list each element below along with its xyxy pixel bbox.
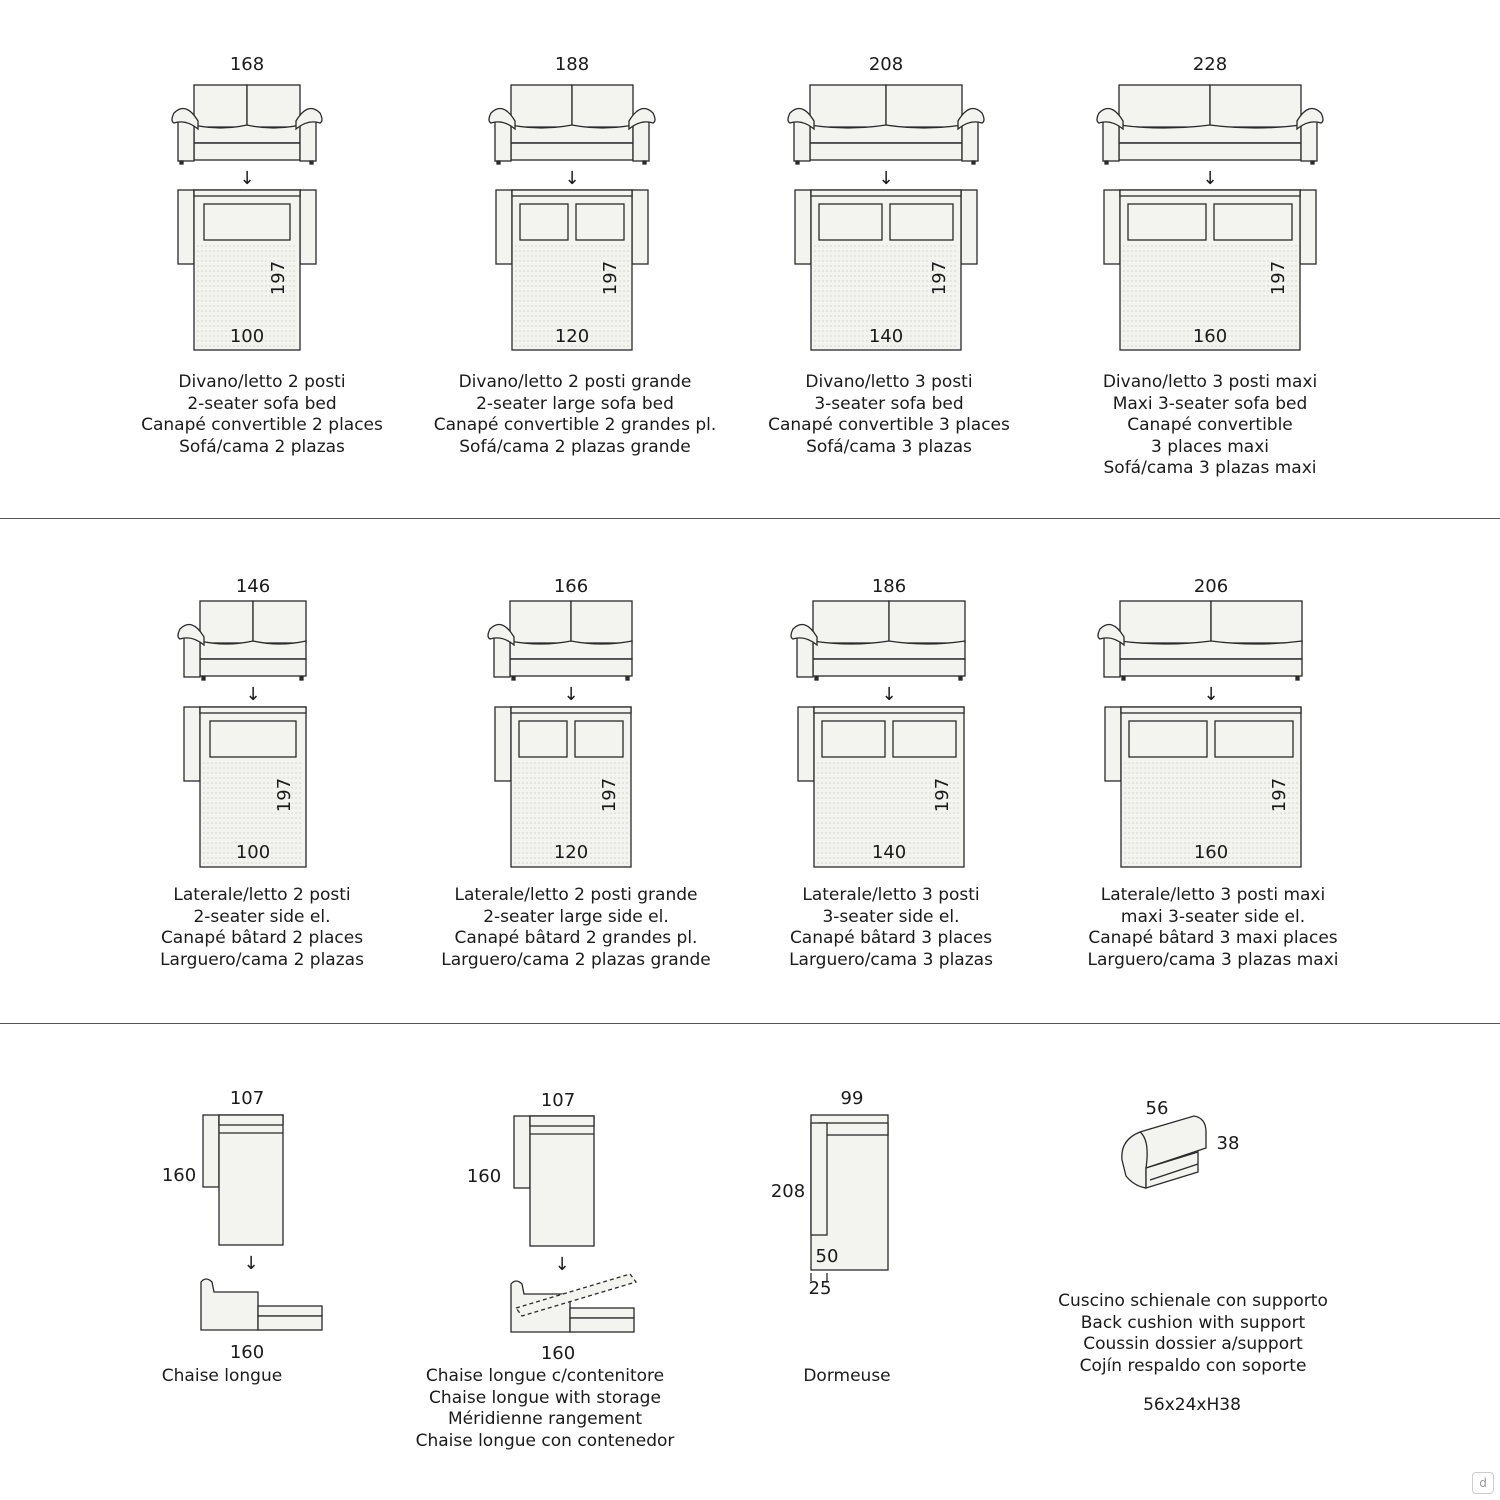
width-dimension: 208 xyxy=(868,54,904,75)
chaise-plan xyxy=(530,1116,594,1246)
plan-arm xyxy=(496,190,512,264)
chaise-longue-item xyxy=(162,1088,322,1363)
plan-arm xyxy=(178,190,194,264)
pillow xyxy=(819,204,882,240)
plan-arm xyxy=(961,190,977,264)
plan-arm xyxy=(1104,190,1120,264)
section-divider xyxy=(0,518,1500,519)
arrow-down-icon: ↓ xyxy=(554,1254,570,1275)
label-line: Divano/letto 3 posti xyxy=(805,372,973,392)
plan-arm xyxy=(184,707,200,781)
label-line: Chaise longue with storage xyxy=(429,1387,661,1408)
label-line: Divano/letto 2 posti xyxy=(178,372,346,392)
label-line: Canapé bâtard 3 maxi places xyxy=(1088,928,1338,948)
label-line: Divano/letto 2 posti grande xyxy=(458,372,692,392)
back-cushion xyxy=(1119,85,1210,127)
side-bed-label xyxy=(1013,885,1413,971)
side-bed-item-2 xyxy=(488,576,632,867)
label-line: 3-seater sofa bed xyxy=(814,393,964,414)
bed-length-dimension: 197 xyxy=(600,260,621,296)
seat-cushion xyxy=(200,641,306,659)
seat-cushion xyxy=(194,125,300,143)
side-depth-dimension: 160 xyxy=(229,1342,265,1363)
chaise-side-seat xyxy=(570,1308,634,1318)
back-cushion xyxy=(571,601,632,643)
bed-head-frame xyxy=(1121,707,1301,713)
back-cushion xyxy=(889,601,965,643)
arm-width-dimension: 25 xyxy=(808,1278,832,1299)
sofa-foot xyxy=(796,161,799,164)
pillow xyxy=(204,204,290,240)
pillow xyxy=(520,204,568,240)
bed-width-dimension: 160 xyxy=(1193,842,1229,863)
plan-arm xyxy=(514,1116,530,1188)
bed-length-dimension: 197 xyxy=(274,777,295,813)
sofa-foot xyxy=(643,161,646,164)
back-cushion xyxy=(1210,85,1301,127)
chaise-side-base xyxy=(570,1318,634,1332)
plan-arm xyxy=(300,190,316,264)
label-line: Divano/letto 3 posti maxi xyxy=(1102,372,1318,392)
sofa-base xyxy=(813,659,965,676)
plan-arm xyxy=(495,707,511,781)
width-dimension: 188 xyxy=(554,54,590,75)
inner-width-dimension: 50 xyxy=(815,1246,839,1267)
label-line: Laterale/letto 3 posti xyxy=(802,885,980,905)
label-line: Sofá/cama 3 plazas maxi xyxy=(1103,458,1317,478)
plan-arm xyxy=(1105,707,1121,781)
section-divider xyxy=(0,1023,1500,1024)
sofa-front-view xyxy=(791,601,965,680)
sofa-foot xyxy=(815,677,818,680)
sofa-bed-item-2 xyxy=(489,54,655,350)
seat-cushion xyxy=(510,641,632,659)
bed-head-frame xyxy=(811,190,961,196)
bed-width-dimension: 100 xyxy=(235,842,271,863)
sofa-base xyxy=(510,659,632,676)
label-line: Maxi 3-seater sofa bed xyxy=(1112,393,1308,414)
bed-head-frame xyxy=(194,190,300,196)
back-cushion xyxy=(511,85,572,127)
arrow-down-icon: ↓ xyxy=(239,168,255,189)
chaise-side-body xyxy=(201,1279,258,1330)
back-cushion xyxy=(247,85,300,127)
label-line: Back cushion with support xyxy=(1080,1312,1306,1333)
length-dimension: 208 xyxy=(770,1181,806,1202)
chaise-back xyxy=(530,1116,594,1126)
label-line: Chaise longue con contenedor xyxy=(415,1430,675,1451)
label-line: 2-seater large side el. xyxy=(483,906,669,927)
width-dimension: 99 xyxy=(840,1088,864,1109)
arrow-down-icon: ↓ xyxy=(878,168,894,189)
seat-cushion xyxy=(813,641,965,659)
bed-width-dimension: 100 xyxy=(229,326,265,347)
width-dimension: 166 xyxy=(553,576,589,597)
sofa-bed-item-3 xyxy=(788,54,984,350)
chaise-storage-item xyxy=(467,1090,636,1364)
sofa-bed-label xyxy=(1010,372,1410,480)
width-dimension: 107 xyxy=(540,1090,576,1111)
sofa-front-view xyxy=(788,85,984,164)
label-line: Sofá/cama 2 plazas xyxy=(179,436,345,457)
label-line: Canapé bâtard 3 places xyxy=(789,928,993,948)
sofa-base xyxy=(810,143,962,160)
cushion-item xyxy=(1122,1098,1240,1188)
arrow-down-icon: ↓ xyxy=(1203,684,1219,705)
label-line: 2-seater side el. xyxy=(193,906,331,927)
label-line: Larguero/cama 3 plazas xyxy=(789,949,993,970)
sofa-front-view xyxy=(489,85,655,164)
label-line: Canapé convertible 2 grandes pl. xyxy=(433,415,717,435)
side-bed-item-4 xyxy=(1098,576,1302,867)
label-line: Cojín respaldo con soporte xyxy=(1079,1355,1307,1376)
label-line: Sofá/cama 3 plazas xyxy=(806,436,972,457)
label-line: Canapé convertible 3 places xyxy=(768,415,1010,435)
label-line: 3-seater side el. xyxy=(822,906,960,927)
sofa-base xyxy=(1119,143,1301,160)
label-line: Canapé convertible xyxy=(1127,415,1293,435)
label-line: Coussin dossier a/support xyxy=(1083,1334,1303,1354)
chaise-back xyxy=(219,1115,283,1125)
bed-width-dimension: 120 xyxy=(554,326,590,347)
back-cushion xyxy=(194,85,247,127)
label-line: Laterale/letto 2 posti grande xyxy=(454,885,698,905)
bed-head-frame xyxy=(512,190,632,196)
bed-width-dimension: 120 xyxy=(553,842,589,863)
back-cushion xyxy=(813,601,889,643)
plan-arm xyxy=(798,707,814,781)
pillow xyxy=(1215,721,1293,757)
depth-dimension: 160 xyxy=(161,1165,197,1186)
bed-length-dimension: 197 xyxy=(1268,260,1289,296)
chaise-plan xyxy=(219,1115,283,1245)
sofa-foot xyxy=(300,677,303,680)
back-cushion xyxy=(253,601,306,643)
back-cushion xyxy=(510,601,571,643)
bed-head-frame xyxy=(1120,190,1300,196)
plan-arm xyxy=(632,190,648,264)
arrow-down-icon: ↓ xyxy=(1202,168,1218,189)
cushion-label xyxy=(993,1291,1393,1377)
sofa-foot xyxy=(1105,161,1108,164)
sofa-front-view xyxy=(172,85,322,164)
pillow xyxy=(1214,204,1292,240)
dormeuse-label xyxy=(647,1366,1047,1388)
arrow-down-icon: ↓ xyxy=(243,1253,259,1274)
bed-head-frame xyxy=(814,707,964,713)
width-dimension: 228 xyxy=(1192,54,1228,75)
sofa-foot xyxy=(1122,677,1125,680)
sofa-front-view xyxy=(488,601,632,680)
depth-dimension: 160 xyxy=(466,1166,502,1187)
sofa-foot xyxy=(959,677,962,680)
seat-cushion xyxy=(511,125,633,143)
width-dimension: 107 xyxy=(229,1088,265,1109)
corner-logo-icon: d xyxy=(1472,1472,1494,1494)
pillow xyxy=(519,721,567,757)
label-line: Larguero/cama 3 plazas maxi xyxy=(1087,949,1339,970)
sofa-foot xyxy=(497,161,500,164)
label-line: 2-seater sofa bed xyxy=(187,393,337,414)
plan-arm xyxy=(203,1115,219,1187)
sofa-foot xyxy=(310,161,313,164)
label-line: Chaise longue xyxy=(161,1366,283,1386)
label-line: 2-seater large sofa bed xyxy=(476,393,674,414)
dormeuse-arm xyxy=(811,1123,827,1235)
sofa-foot xyxy=(180,161,183,164)
pillow xyxy=(1129,721,1207,757)
plan-arm xyxy=(795,190,811,264)
label-line: Larguero/cama 2 plazas xyxy=(160,949,364,970)
back-cushion xyxy=(572,85,633,127)
bed-head-frame xyxy=(200,707,306,713)
side-depth-dimension: 160 xyxy=(540,1343,576,1364)
label-line: Laterale/letto 3 posti maxi xyxy=(1100,885,1326,905)
label-line: Canapé bâtard 2 places xyxy=(160,928,364,948)
bed-head-frame xyxy=(511,707,631,713)
arrow-down-icon: ↓ xyxy=(564,168,580,189)
plan-arm xyxy=(1300,190,1316,264)
pillow xyxy=(210,721,296,757)
dormeuse-back xyxy=(819,1123,888,1135)
pillow xyxy=(576,204,624,240)
height-dimension: 38 xyxy=(1216,1133,1240,1154)
sofa-front-view xyxy=(1098,601,1302,680)
back-cushion xyxy=(200,601,253,643)
pillow xyxy=(890,204,953,240)
label-line: maxi 3-seater side el. xyxy=(1120,906,1306,927)
pillow xyxy=(822,721,885,757)
sofa-foot xyxy=(1296,677,1299,680)
sofa-foot xyxy=(202,677,205,680)
bed-length-dimension: 197 xyxy=(268,260,289,296)
bed-width-dimension: 140 xyxy=(868,326,904,347)
width-dimension: 186 xyxy=(871,576,907,597)
sofa-foot xyxy=(972,161,975,164)
pillow xyxy=(575,721,623,757)
chaise-side-base xyxy=(258,1316,322,1330)
sofa-foot xyxy=(512,677,515,680)
sofa-bed-item-4 xyxy=(1097,54,1323,350)
label-line: Canapé bâtard 2 grandes pl. xyxy=(454,928,698,948)
label-line: Canapé convertible 2 places xyxy=(141,415,383,435)
sofa-base xyxy=(1120,659,1302,676)
back-cushion xyxy=(810,85,886,127)
bed-length-dimension: 197 xyxy=(929,260,950,296)
width-dimension: 168 xyxy=(229,54,265,75)
bed-width-dimension: 160 xyxy=(1192,326,1228,347)
sofa-base xyxy=(200,659,306,676)
bed-length-dimension: 197 xyxy=(932,777,953,813)
width-dimension: 56 xyxy=(1145,1098,1169,1119)
back-cushion xyxy=(1211,601,1302,643)
label-line: Cuscino schienale con supporto xyxy=(1058,1291,1328,1311)
sofa-front-view xyxy=(178,601,306,680)
bed-width-dimension: 140 xyxy=(871,842,907,863)
arrow-down-icon: ↓ xyxy=(881,684,897,705)
chaise-side-seat xyxy=(258,1306,322,1316)
sofa-base xyxy=(194,143,300,160)
back-cushion xyxy=(886,85,962,127)
arrow-down-icon: ↓ xyxy=(245,684,261,705)
bed-length-dimension: 197 xyxy=(599,777,620,813)
label-line: Méridienne rangement xyxy=(447,1409,643,1429)
side-bed-item-3 xyxy=(791,576,965,867)
dormeuse-item xyxy=(771,1088,888,1299)
pillow xyxy=(1128,204,1206,240)
label-line: Larguero/cama 2 plazas grande xyxy=(441,949,711,970)
label-line: Laterale/letto 2 posti xyxy=(173,885,351,905)
cushion-size: 56x24xH38 xyxy=(1143,1395,1241,1415)
back-cushion xyxy=(1120,601,1211,643)
sofa-front-view xyxy=(1097,85,1323,164)
bed-length-dimension: 197 xyxy=(1269,777,1290,813)
seat-cushion xyxy=(810,125,962,143)
seat-cushion xyxy=(1119,125,1301,143)
arrow-down-icon: ↓ xyxy=(563,684,579,705)
sofa-foot xyxy=(1311,161,1314,164)
label-line: Dormeuse xyxy=(803,1366,891,1386)
width-dimension: 146 xyxy=(235,576,271,597)
label-line: Sofá/cama 2 plazas grande xyxy=(459,436,691,457)
sofa-foot xyxy=(626,677,629,680)
label-line: Chaise longue c/contenitore xyxy=(425,1366,665,1386)
sofa-bed-item-1 xyxy=(172,54,322,350)
width-dimension: 206 xyxy=(1193,576,1229,597)
side-bed-item-1 xyxy=(178,576,306,867)
label-line: 3 places maxi xyxy=(1151,436,1269,457)
seat-cushion xyxy=(1120,641,1302,659)
pillow xyxy=(893,721,956,757)
sofa-base xyxy=(511,143,633,160)
